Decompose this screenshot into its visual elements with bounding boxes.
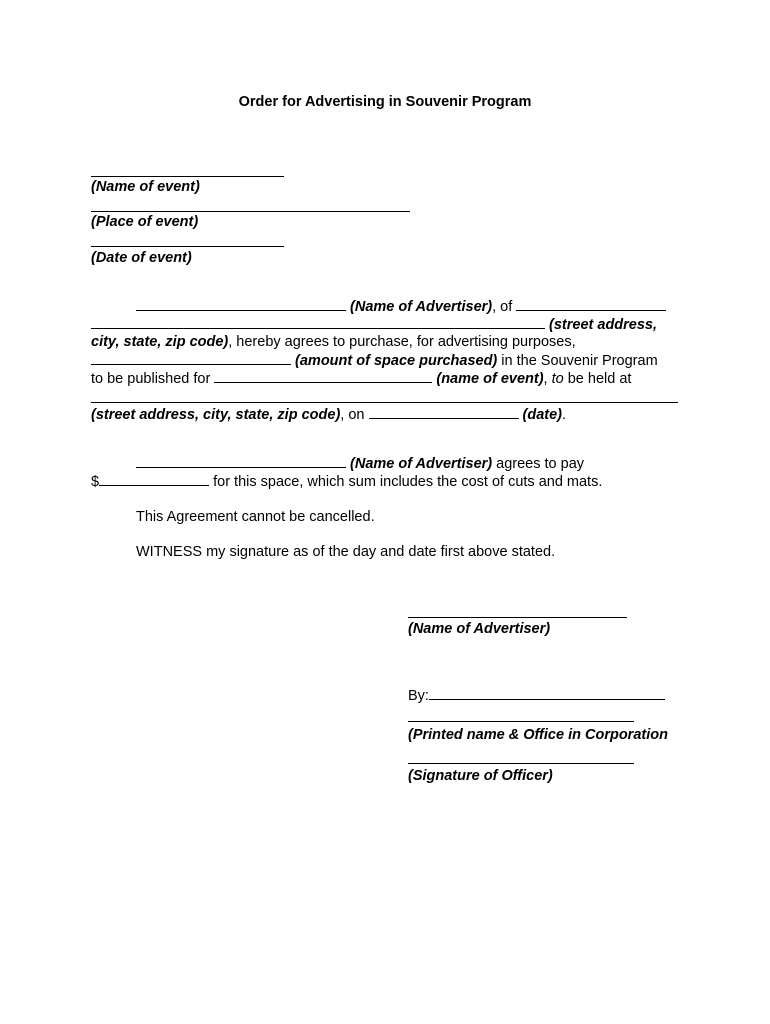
para1-line5: [91, 369, 631, 388]
place-of-event-label: (Place of event): [91, 214, 199, 230]
date-of-event-label: (Date of event): [91, 250, 192, 266]
signature-of-officer-label: (Signature of Officer): [408, 768, 553, 784]
on-text: , on: [340, 407, 365, 423]
witness-text: WITNESS my signature as of the day and date first above stated.: [136, 544, 556, 560]
advertiser-address-field-a[interactable]: [516, 297, 666, 311]
signature-advertiser-label: (Name of Advertiser): [408, 621, 551, 637]
street-address-label-a: (street address,: [549, 317, 658, 333]
name-of-event-label: (Name of event): [91, 179, 200, 195]
para2-line1: [136, 454, 584, 473]
advertiser-name-field-2[interactable]: [136, 454, 346, 468]
amount-space-label: (amount of space purchased): [295, 353, 498, 369]
by-signature-field[interactable]: [429, 686, 665, 700]
of-text: , of: [492, 299, 513, 315]
in-program-text: in the Souvenir Program: [497, 353, 658, 369]
name-of-event-inline-label: (name of event): [436, 371, 544, 387]
agreement-text: This Agreement cannot be cancelled.: [136, 509, 375, 525]
para1-line2: [91, 315, 657, 334]
para1-line3: [91, 333, 576, 351]
printed-name-line[interactable]: [408, 721, 634, 722]
name-of-advertiser-label-2: (Name of Advertiser): [350, 456, 493, 472]
officer-signature-line[interactable]: [408, 763, 634, 764]
name-of-event-line[interactable]: [91, 176, 284, 177]
dollar-sign: $: [91, 474, 100, 490]
advertiser-address-field-b[interactable]: [91, 315, 545, 329]
period-text: .: [562, 407, 567, 423]
advertiser-name-field[interactable]: [136, 297, 346, 311]
event-address-line[interactable]: [91, 402, 678, 403]
to-be-published-text: to be published for: [91, 371, 211, 387]
to-word: to: [551, 371, 564, 387]
advertiser-signature-line[interactable]: [408, 617, 627, 618]
para1-line4: [91, 351, 658, 370]
payment-amount-field[interactable]: [99, 472, 209, 486]
printed-name-label: (Printed name & Office in Corporation: [408, 727, 668, 743]
agrees-text: , hereby agrees to purchase, for advertising purposes,: [228, 334, 576, 350]
para1-line1: [136, 297, 666, 316]
for-this-space-text: for this space, which sum includes the cost of cuts and mats.: [209, 474, 603, 490]
para1-line6: [91, 405, 566, 424]
date-of-event-line[interactable]: [91, 246, 284, 247]
by-line: [408, 686, 665, 705]
date-label: (date): [522, 407, 563, 423]
amount-space-field[interactable]: [91, 351, 291, 365]
street-address-label-b: city, state, zip code): [91, 334, 229, 350]
comma-text: ,: [543, 371, 548, 387]
published-event-field[interactable]: [214, 369, 432, 383]
agrees-to-pay-text: agrees to pay: [492, 456, 585, 472]
name-of-advertiser-label: (Name of Advertiser): [350, 299, 493, 315]
by-label: By:: [408, 688, 429, 704]
be-held-at-text: be held at: [563, 371, 632, 387]
place-of-event-line[interactable]: [91, 211, 410, 212]
street-address-full-label: (street address, city, state, zip code): [91, 407, 341, 423]
page-title: Order for Advertising in Souvenir Program: [238, 94, 532, 110]
para2-line2: [91, 472, 602, 491]
event-date-field[interactable]: [369, 405, 519, 419]
